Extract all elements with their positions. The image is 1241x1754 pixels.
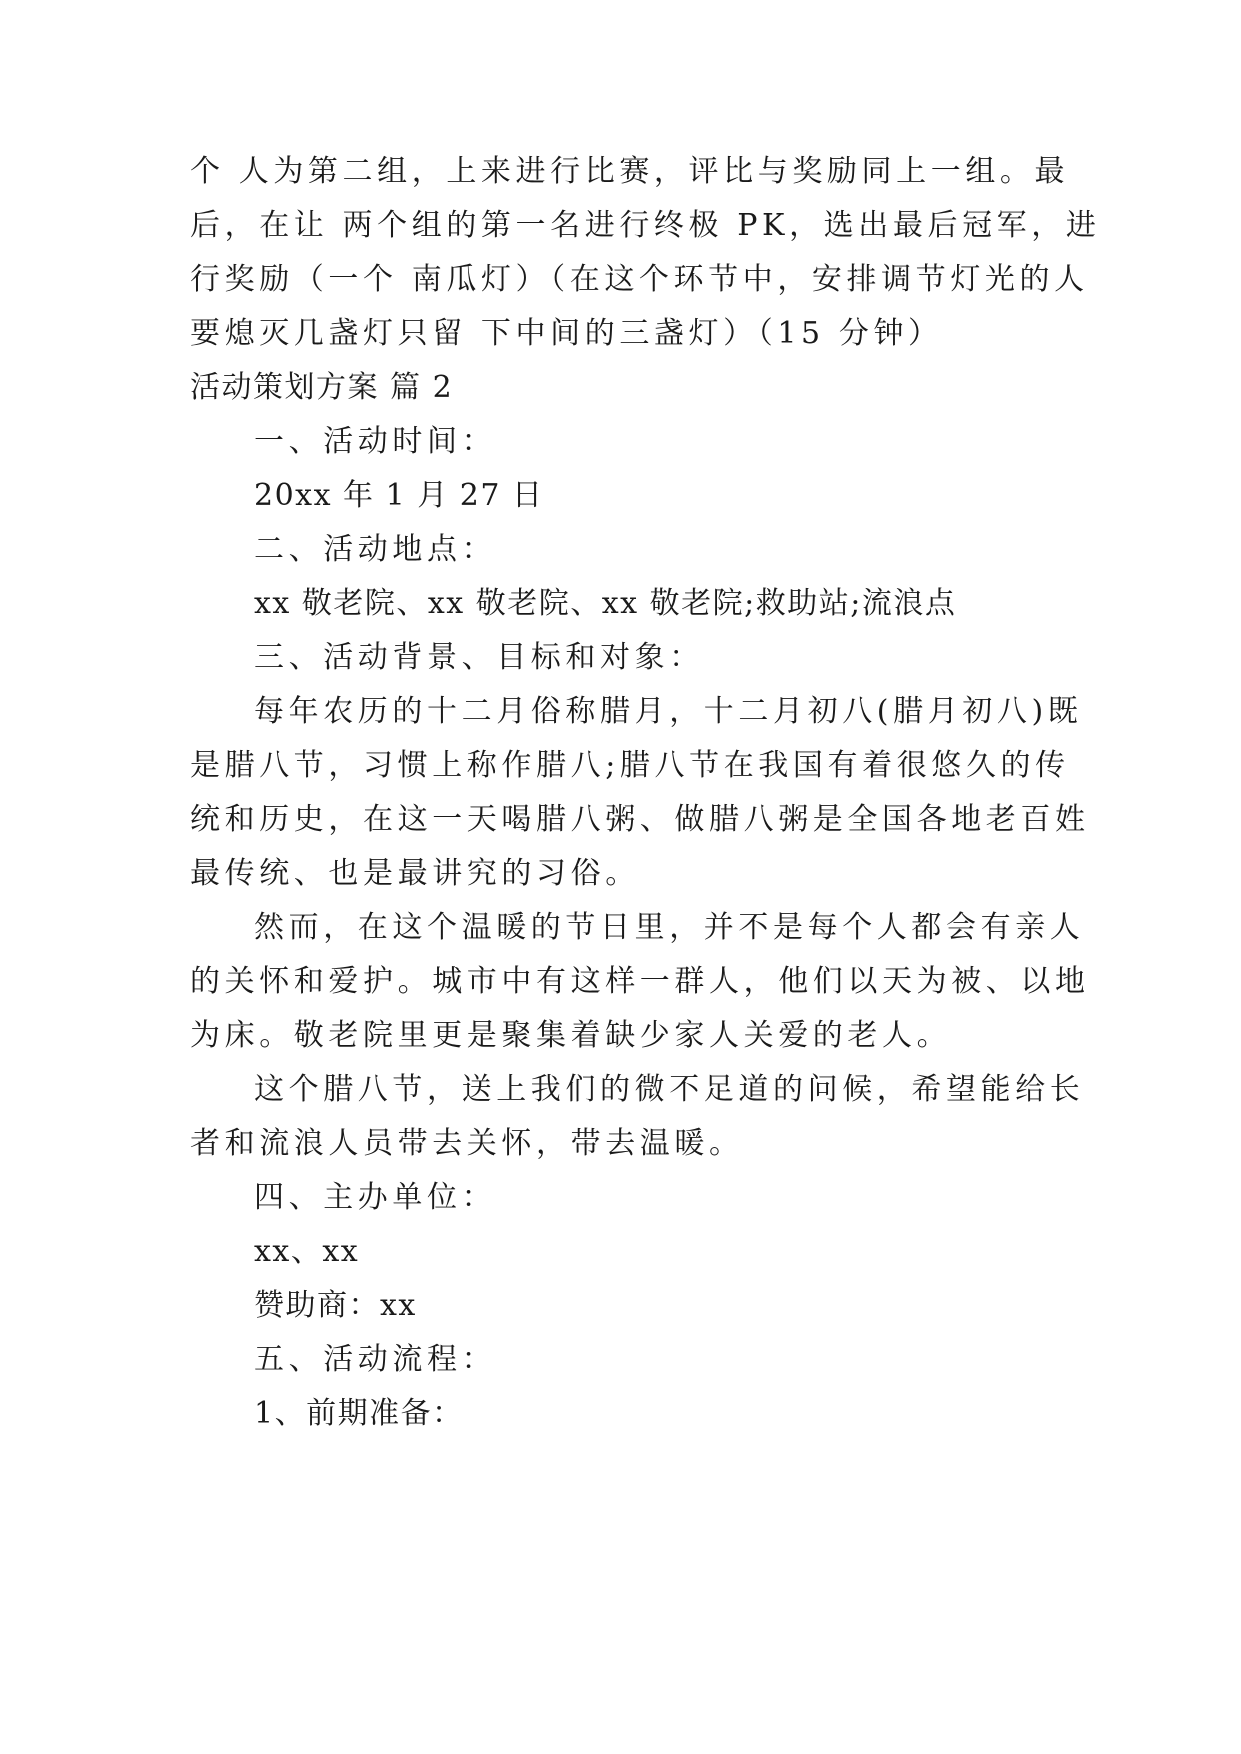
heading-organizer: 四、主办单位： [254,1180,497,1215]
paragraph-line: 这个腊八节，送上我们的微不足道的问候，希望能给长 [254,1072,1085,1107]
paragraph-line: 每年农历的十二月俗称腊月，十二月初八(腊月初八)既 [254,694,1083,729]
sponsor-line: 赞助商：xx [254,1288,417,1323]
process-step-1: 1、前期准备： [254,1396,464,1431]
paragraph-line: 者和流浪人员带去关怀，带去温暖。 [190,1126,744,1161]
paragraph-line: 为床。敬老院里更是聚集着缺少家人关爱的老人。 [190,1018,952,1053]
paragraph-line: 后，在让 两个组的第一名进行终极 PK，选出最后冠军，进 [190,208,1101,243]
paragraph-line: 统和历史，在这一天喝腊八粥、做腊八粥是全国各地老百姓 [190,802,1090,837]
paragraph-line: 个 人为第二组，上来进行比赛，评比与奖励同上一组。最 [190,154,1070,189]
activity-place-value: xx 敬老院、xx 敬老院、xx 敬老院;救助站;流浪点 [254,586,957,621]
heading-activity-place: 二、活动地点： [254,532,497,567]
paragraph-line: 行奖励（一个 南瓜灯）（在这个环节中，安排调节灯光的人 [190,262,1089,297]
activity-time-value: 20xx 年 1 月 27 日 [254,478,544,513]
paragraph-line: 要熄灭几盏灯只留 下中间的三盏灯）（15 分钟） [190,316,943,351]
paragraph-line: 的关怀和爱护。城市中有这样一群人，他们以天为被、以地 [190,964,1090,999]
heading-background: 三、活动背景、目标和对象： [254,640,704,675]
heading-process: 五、活动流程： [254,1342,497,1377]
heading-activity-time: 一、活动时间： [254,424,497,459]
paragraph-line: 然而，在这个温暖的节日里，并不是每个人都会有亲人 [254,910,1085,945]
paragraph-line: 是腊八节，习惯上称作腊八;腊八节在我国有着很悠久的传 [190,748,1070,783]
organizer-value: xx、xx [254,1234,360,1269]
paragraph-line: 最传统、也是最讲究的习俗。 [190,856,640,891]
section-title: 活动策划方案 篇 2 [190,370,454,405]
